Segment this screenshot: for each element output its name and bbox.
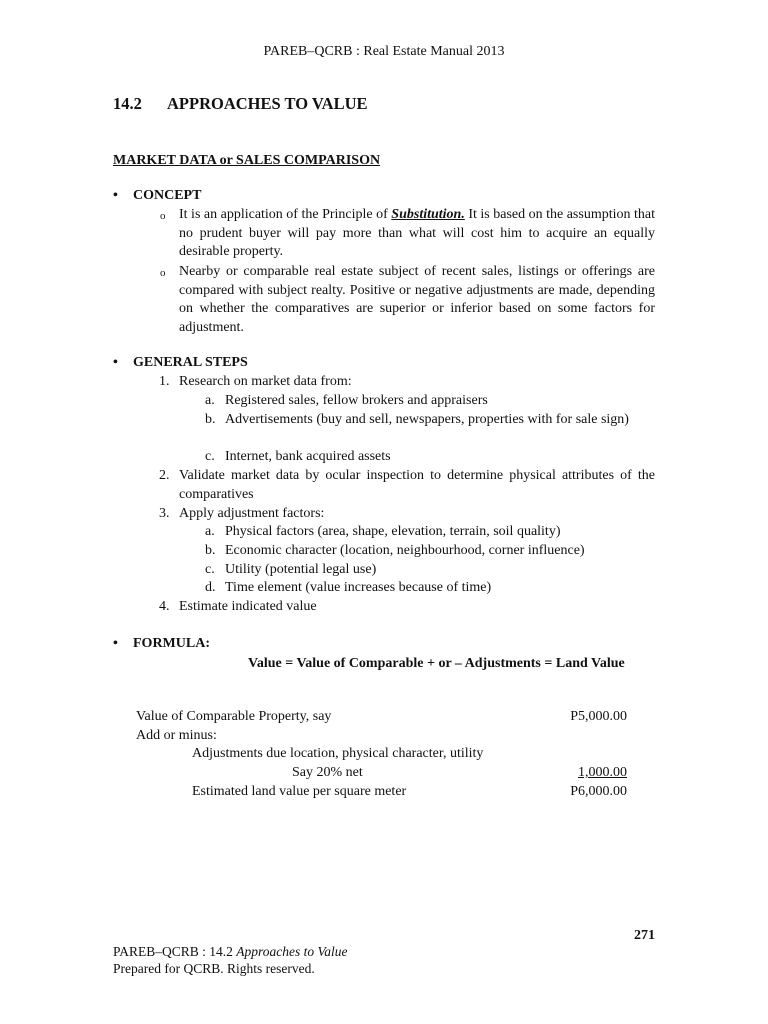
step-1a-letter: a. xyxy=(205,393,215,408)
step-2: Validate market data by ocular inspection to determine physical attributes of the comparatives xyxy=(179,468,655,502)
section-title xyxy=(113,94,368,114)
step-3a-letter: a. xyxy=(205,524,215,539)
subheading: MARKET DATA or SALES COMPARISON xyxy=(113,153,381,168)
step-3c: Utility (potential legal use) xyxy=(225,562,377,577)
net-percent-label: Say 20% net xyxy=(292,765,363,780)
step-3d-letter: d. xyxy=(205,580,216,595)
sub-bullet-icon: o xyxy=(160,210,166,222)
adjustments-label: Adjustments due location, physical character, utility xyxy=(192,746,484,761)
step-1a: Registered sales, fellow brokers and appraisers xyxy=(225,393,488,408)
add-or-minus-label: Add or minus: xyxy=(136,728,217,743)
formula-equation: Value = Value of Comparable + or – Adjustments = Land Value xyxy=(248,656,625,671)
step-4-number: 4. xyxy=(159,599,170,614)
steps-heading-text: GENERAL STEPS xyxy=(133,355,248,370)
bullet-icon: • xyxy=(113,355,118,370)
step-3b-letter: b. xyxy=(205,543,216,558)
step-3d: Time element (value increases because of time) xyxy=(225,580,492,595)
adjustment-value xyxy=(520,764,627,783)
estimated-value: P6,000.00 xyxy=(570,784,627,799)
estimated-value-label: Estimated land value per square meter xyxy=(192,784,407,799)
footer-prefix: PAREB–QCRB : 14.2 xyxy=(113,944,237,959)
comparable-value-label: Value of Comparable Property, say xyxy=(136,709,332,724)
step-3-number: 3. xyxy=(159,506,170,521)
step-1c-letter: c. xyxy=(205,449,215,464)
step-3c-letter: c. xyxy=(205,562,215,577)
step-3: Apply adjustment factors: xyxy=(179,506,325,521)
sub-bullet-icon: o xyxy=(160,267,166,279)
step-4: Estimate indicated value xyxy=(179,599,317,614)
substitution-term: Substitution. xyxy=(391,207,465,222)
formula-heading xyxy=(113,636,210,652)
section-number: 14.2 xyxy=(113,94,142,113)
step-1c: Internet, bank acquired assets xyxy=(225,449,391,464)
concept-item-1-post: It is based on the assumption that no prudent buyer will pay more than what will cost him to acquire an equally desirable property. xyxy=(179,207,655,260)
step-3b: Economic character (location, neighbourhood, corner influence) xyxy=(225,543,585,558)
adjustment-value-text: 1,000.00 xyxy=(578,765,627,780)
concept-heading-text: CONCEPT xyxy=(133,188,202,203)
footer-line-1 xyxy=(113,943,348,960)
concept-item-1-pre: It is an application of the Principle of xyxy=(179,207,392,222)
step-1b-letter: b. xyxy=(205,412,216,427)
footer-line-2: Prepared for QCRB. Rights reserved. xyxy=(113,961,315,976)
steps-heading xyxy=(113,355,248,371)
bullet-icon: • xyxy=(113,188,118,203)
step-3a: Physical factors (area, shape, elevation, terrain, soil quality) xyxy=(225,524,561,539)
bullet-icon: • xyxy=(113,636,118,651)
step-2-number: 2. xyxy=(159,468,170,483)
page-number: 271 xyxy=(634,928,655,943)
formula-heading-text: FORMULA: xyxy=(133,636,210,651)
step-1: Research on market data from: xyxy=(179,374,352,389)
section-title-text: APPROACHES TO VALUE xyxy=(167,94,368,113)
running-header: PAREB–QCRB : Real Estate Manual 2013 xyxy=(263,44,505,59)
step-1-number: 1. xyxy=(159,374,170,389)
step-1b: Advertisements (buy and sell, newspapers, properties with for sale sign) xyxy=(225,412,629,427)
concept-item-2: Nearby or comparable real estate subject of recent sales, listings or offerings are compared with subject realty. Positive or negative adjustments are made, depending on whether the comparatives are superior or inferior based on some factors for adjustment. xyxy=(179,264,655,335)
footer-chapter-title: Approaches to Value xyxy=(236,944,348,959)
concept-heading xyxy=(113,188,201,204)
comparable-value: P5,000.00 xyxy=(570,709,627,724)
concept-item-1 xyxy=(179,206,655,262)
